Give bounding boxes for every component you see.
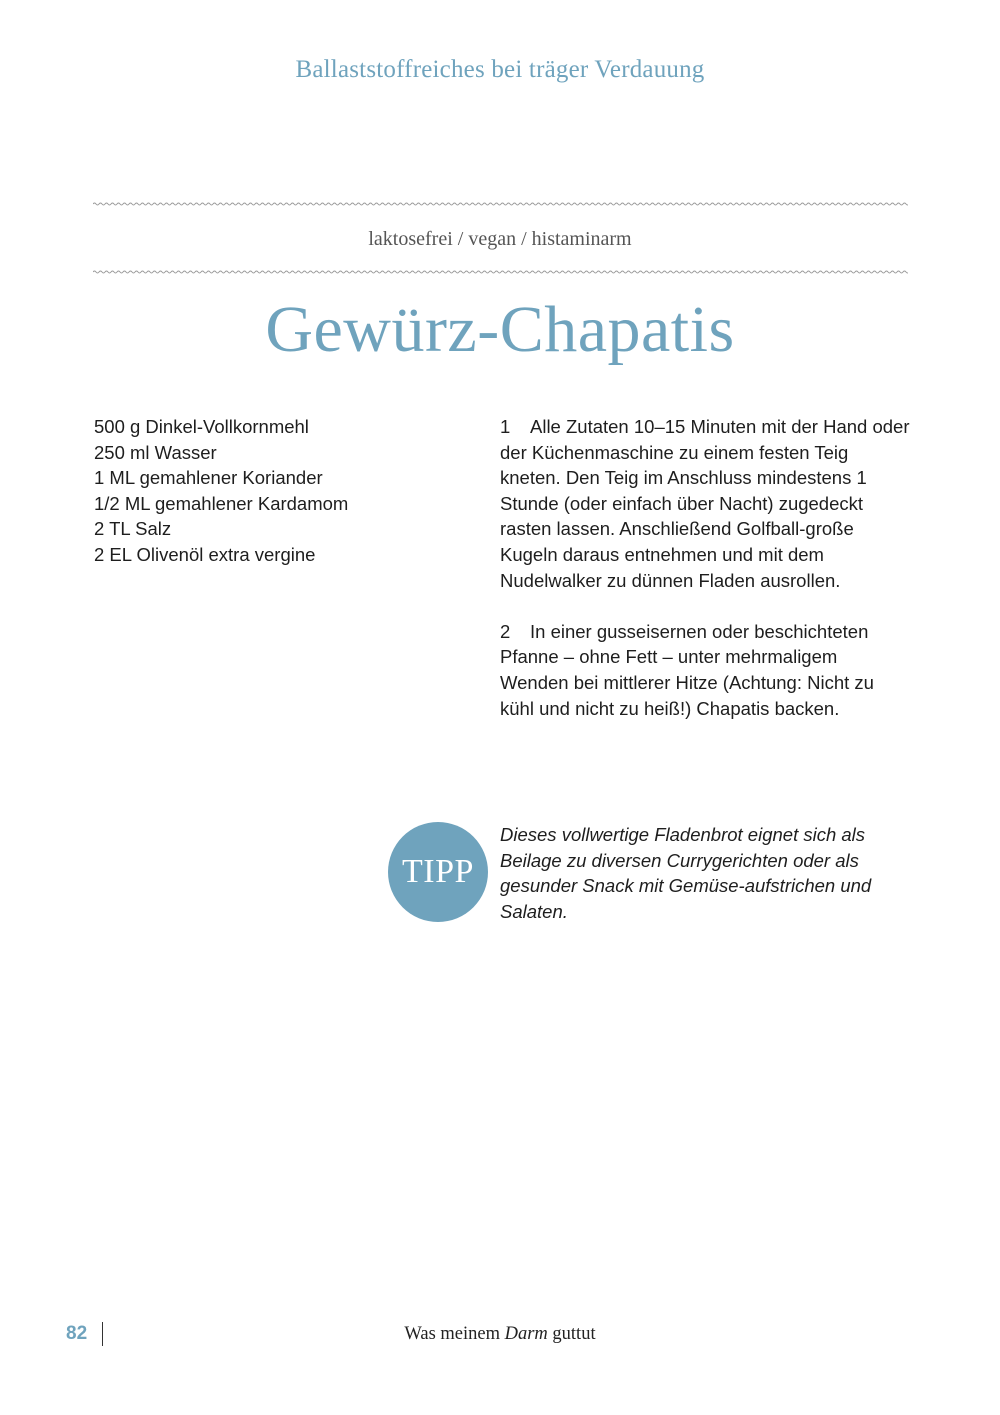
ingredient-item: 2 EL Olivenöl extra vergine: [94, 543, 316, 565]
ingredient-item: 250 ml Wasser: [94, 441, 217, 463]
tip-badge: TIPP: [388, 822, 488, 922]
book-title-part: guttut: [547, 1324, 596, 1344]
step-1: [500, 414, 910, 593]
ingredient-list: [94, 414, 464, 568]
section-header: Ballaststoffreiches bei träger Verdauung: [295, 56, 705, 83]
wavy-line: [93, 271, 908, 273]
step-text: In einer gusseisernen oder beschichteten Pfanne – ohne Fett – unter mehrmaligem Wenden bei mittlerer Hitze (Achtung: Nicht zu kühl und nicht zu heiß!) Chapatis backen.: [500, 620, 874, 719]
ingredient-item: 500 g Dinkel-Vollkornmehl: [94, 416, 309, 437]
wavy-divider-top: [93, 200, 908, 208]
step-number: 2: [500, 620, 511, 642]
book-title-part: Was meinem: [404, 1324, 505, 1344]
book-title-emphasis: Darm: [504, 1324, 548, 1344]
step-2: [500, 619, 910, 721]
preparation-steps: [500, 414, 910, 747]
tip-text: Dieses vollwertige Fladenbrot eignet sich als Beilage zu diversen Currygerichten oder als gesunder Snack mit Gemüse-aufstrichen und Salaten.: [500, 824, 872, 922]
wavy-line: [93, 203, 908, 205]
ingredient-item: 1/2 ML gemahlener Kardamom: [94, 492, 349, 514]
ingredient-item: 2 TL Salz: [94, 518, 172, 540]
step-number: 1: [500, 416, 511, 437]
wavy-divider-bottom: [93, 268, 908, 276]
recipe-title: Gewürz-Chapatis: [265, 293, 735, 366]
ingredient-item: 1 ML gemahlener Koriander: [94, 467, 323, 489]
page-number: 82: [66, 1323, 88, 1344]
step-text: Alle Zutaten 10–15 Minuten mit der Hand oder der Küchenmaschine zu einem festen Teig kneten. Den Teig im Anschluss mindestens 1 Stunde (oder einfach über Nacht) zugedeckt rasten lassen. Anschließend Golfball-große Kugeln daraus entnehmen und mit dem Nudelwalker zu dünnen Fladen ausrollen.: [500, 416, 910, 591]
book-title: [0, 1324, 1000, 1345]
diet-tags: laktosefrei / vegan / histaminarm: [368, 228, 632, 250]
